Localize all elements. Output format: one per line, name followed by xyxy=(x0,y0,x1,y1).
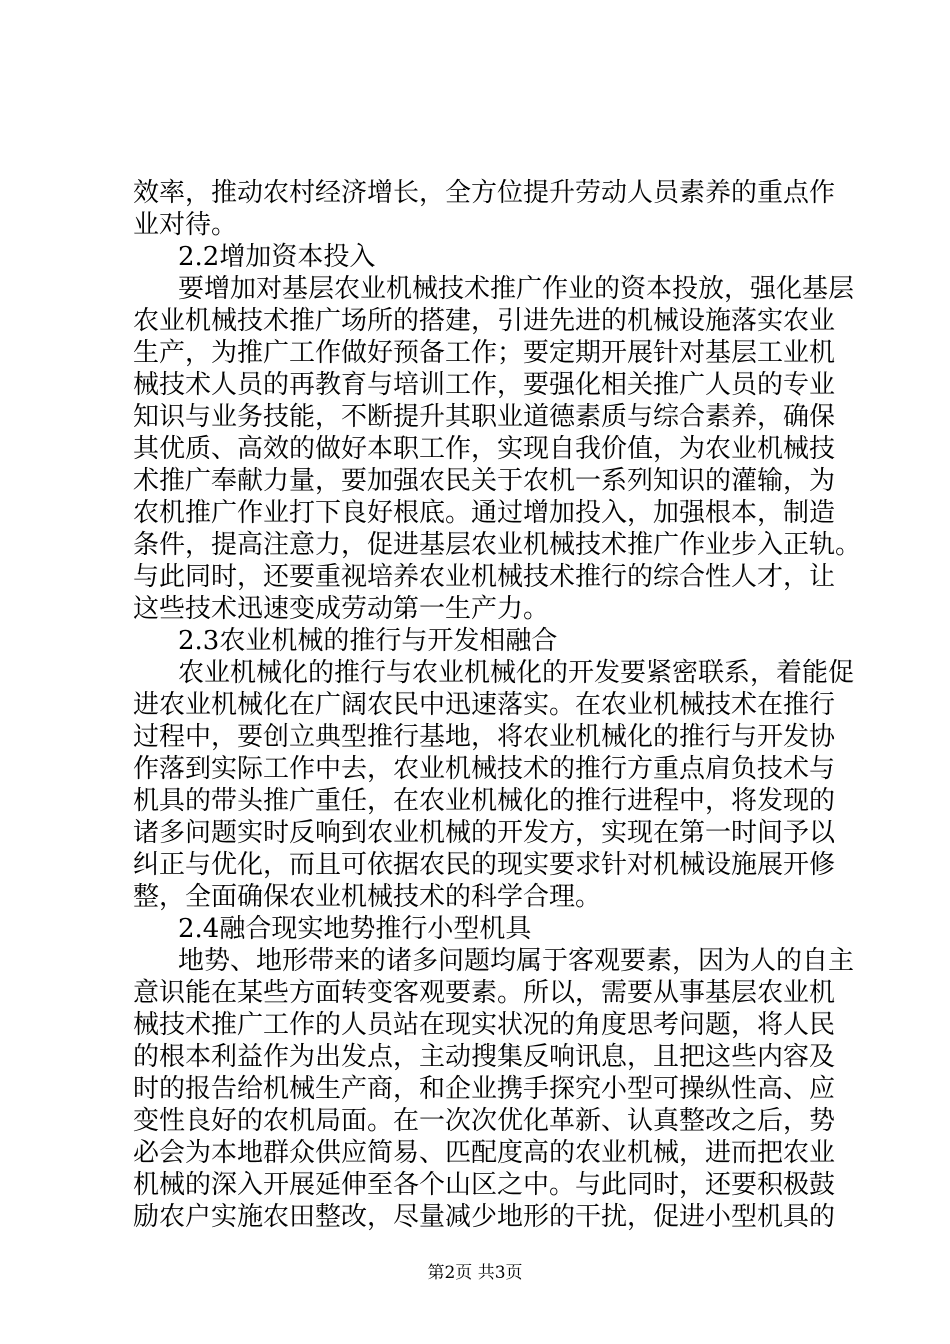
body-text-line: 必会为本地群众供应简易、匹配度高的农业机械，进而把农业 xyxy=(133,1138,836,1168)
body-text-line: 知识与业务技能，不断提升其职业道德素质与综合素养，确保 xyxy=(133,402,836,432)
body-text-line: 意识能在某些方面转变客观要素。所以，需要从事基层农业机 xyxy=(133,978,836,1008)
body-text-line: 过程中，要创立典型推行基地，将农业机械化的推行与开发协 xyxy=(133,722,836,752)
body-text-line: 作落到实际工作中去，农业机械技术的推行方重点肩负技术与 xyxy=(133,754,836,784)
section-heading-2-4: 2.4融合现实地势推行小型机具 xyxy=(178,914,532,944)
body-text-line: 生产，为推广工作做好预备工作；要定期开展针对基层工业机 xyxy=(133,338,836,368)
body-text-line: 效率，推动农村经济增长，全方位提升劳动人员素养的重点作 xyxy=(133,178,836,208)
body-text-line: 与此同时，还要重视培养农业机械技术推行的综合性人才，让 xyxy=(133,562,836,592)
body-text-line: 时的报告给机械生产商，和企业携手探究小型可操纵性高、应 xyxy=(133,1074,836,1104)
body-text-line: 整，全面确保农业机械技术的科学合理。 xyxy=(133,882,602,912)
body-text-line: 业对待。 xyxy=(133,210,238,240)
body-text-line: 机具的带头推广重任，在农业机械化的推行进程中，将发现的 xyxy=(133,786,836,816)
body-text-line: 这些技术迅速变成劳动第一生产力。 xyxy=(133,594,550,624)
body-text-line: 诸多问题实时反响到农业机械的开发方，实现在第一时间予以 xyxy=(133,818,836,848)
body-text-line: 机械的深入开展延伸至各个山区之中。与此同时，还要积极鼓 xyxy=(133,1170,836,1200)
body-text-line: 农业机械化的推行与农业机械化的开发要紧密联系，着能促 xyxy=(178,658,855,688)
page-number-footer: 第2页 共3页 xyxy=(427,1263,523,1283)
body-text-line: 要增加对基层农业机械技术推广作业的资本投放，强化基层 xyxy=(178,274,855,304)
body-text-line: 励农户实施农田整改，尽量减少地形的干扰，促进小型机具的 xyxy=(133,1202,836,1232)
body-text-line: 械技术人员的再教育与培训工作，要强化相关推广人员的专业 xyxy=(133,370,836,400)
body-text-line: 术推广奉献力量，要加强农民关于农机一系列知识的灌输，为 xyxy=(133,466,836,496)
body-text-line: 的根本利益作为出发点，主动搜集反响讯息，且把这些内容及 xyxy=(133,1042,836,1072)
body-text-line: 地势、地形带来的诸多问题均属于客观要素，因为人的自主 xyxy=(178,946,855,976)
body-text-line: 纠正与优化，而且可依据农民的现实要求针对机械设施展开修 xyxy=(133,850,836,880)
body-text-line: 变性良好的农机局面。在一次次优化革新、认真整改之后，势 xyxy=(133,1106,836,1136)
body-text-line: 进农业机械化在广阔农民中迅速落实。在农业机械技术在推行 xyxy=(133,690,836,720)
body-text-line: 农业机械技术推广场所的搭建，引进先进的机械设施落实农业 xyxy=(133,306,836,336)
body-text-line: 其优质、高效的做好本职工作，实现自我价值，为农业机械技 xyxy=(133,434,836,464)
body-text-line: 械技术推广工作的人员站在现实状况的角度思考问题，将人民 xyxy=(133,1010,836,1040)
body-text-line: 农机推广作业打下良好根底。通过增加投入，加强根本，制造 xyxy=(133,498,836,528)
body-text-line: 条件，提高注意力，促进基层农业机械技术推广作业步入正轨。 xyxy=(133,530,862,560)
section-heading-2-3: 2.3农业机械的推行与开发相融合 xyxy=(178,626,558,656)
section-heading-2-2: 2.2增加资本投入 xyxy=(178,242,376,272)
